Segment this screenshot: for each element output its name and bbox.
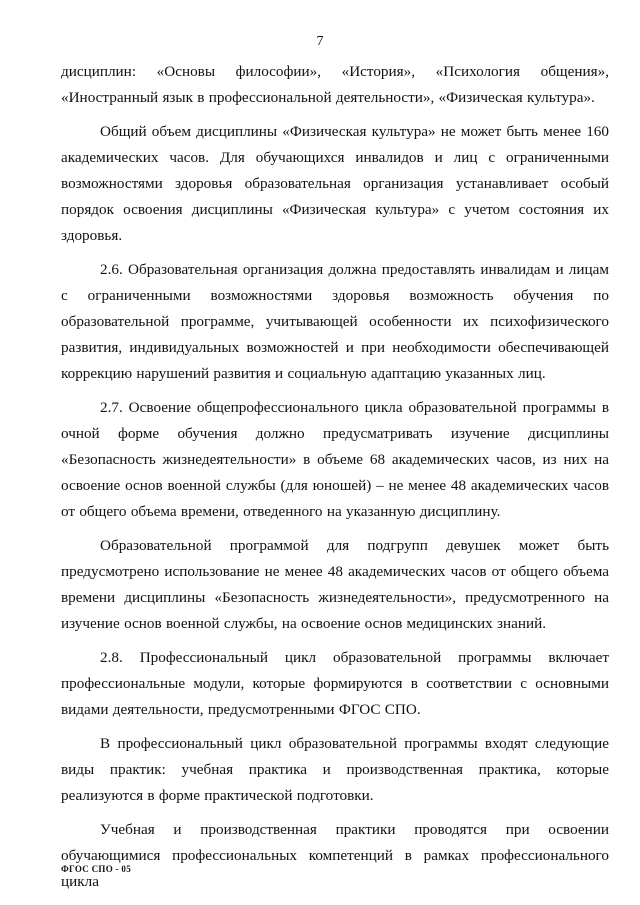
paragraph: В профессиональный цикл образовательной программы входят следующие виды практик: учебная практика и производственная практика, которые реализуются в форме практической подготовки. bbox=[61, 735, 609, 804]
footer-mark: ФГОС СПО - 05 bbox=[61, 864, 131, 874]
paragraph-section-2-7: 2.7. Освоение общепрофессионального цикла образовательной программы в очной форме обучения должно предусматривать изучение дисциплины «Безопасность жизнедеятельности» в объеме 68 академических часов, из них на освоение основ военной службы (для юношей) – не менее 48 академических часов от общего объема времени, отведенного на указанную дисциплину. bbox=[61, 399, 609, 520]
page-number: 7 bbox=[316, 34, 324, 49]
document-body bbox=[61, 59, 609, 903]
paragraph: дисциплин: «Основы философии», «История», «Психология общения», «Иностранный язык в профессиональной деятельности», «Физическая культура». bbox=[61, 63, 609, 106]
paragraph: Общий объем дисциплины «Физическая культура» не может быть менее 160 академических часов. Для обучающихся инвалидов и лиц с ограниченными возможностями здоровья образовательная организация устанавливает особый порядок освоения дисциплины «Физическая культура» с учетом состояния их здоровья. bbox=[61, 123, 609, 244]
paragraph: Образовательной программой для подгрупп девушек может быть предусмотрено использование не менее 48 академических часов от общего объема времени дисциплины «Безопасность жизнедеятельности», предусмотренного на изучение основ военной службы, на освоение основ медицинских знаний. bbox=[61, 537, 609, 632]
paragraph-section-2-6: 2.6. Образовательная организация должна предоставлять инвалидам и лицам с ограниченными возможностями здоровья возможность обучения по образовательной программе, учитывающей особенности их психофизического развития, индивидуальных возможностей и при необходимости обеспечивающей коррекцию нарушений развития и социальную адаптацию указанных лиц. bbox=[61, 261, 609, 382]
paragraph-section-2-8: 2.8. Профессиональный цикл образовательной программы включает профессиональные модули, которые формируются в соответствии с основными видами деятельности, предусмотренными ФГОС СПО. bbox=[61, 649, 609, 718]
paragraph: Учебная и производственная практики проводятся при освоении обучающимися профессиональных компетенций в рамках профессионального цикла bbox=[61, 821, 609, 890]
